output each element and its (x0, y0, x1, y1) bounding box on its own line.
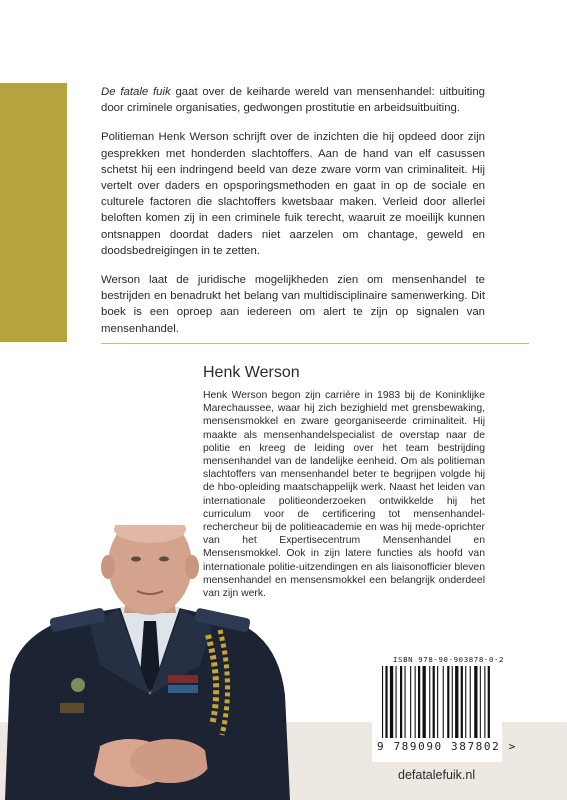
blurb-paragraph-2: Politieman Henk Werson schrijft over de inzichten die hij opdeed door zijn gesprekken met honderden slachtoffers. Aan de hand van elf casussen schetst hij een indringend beeld van deze zware vorm van criminaliteit. Hij vertelt over daders en opsporingsmethoden en gaat in op de sociale en culturele factoren die slachtoffers kwetsbaar maken. Verleid door allerlei beloften komen zij in een criminele fuik terecht, waaruit ze moeilijk kunnen ontsnappen doordat daders niet aarzelen om chantage, geweld en doodsbedreigingen in te zetten. (101, 131, 485, 257)
back-cover-blurb (101, 84, 485, 350)
blurb-paragraph-3: Werson laat de juridische mogelijkheden zien om mensenhandel te bestrijden en benadrukt het belang van multidisciplinaire samenwerking. Dit boek is een oproep aan iedereen om alert te zijn op signalen van mensenhandel. (101, 274, 485, 335)
olive-accent-bar (0, 83, 67, 342)
isbn-digits: 9 789090 387802 > (377, 740, 517, 753)
section-divider (101, 343, 529, 344)
author-bio: Henk Werson begon zijn carrière in 1983 bij de Koninklijke Marechaussee, waar hij zich bezighield met grensbewaking, mensensmokkel en zware georganiseerde criminaliteit. Hij maakte als mensenhandelspecialist de overstap naar de politie en kreeg de leiding over het team bestrijding mensenhandel van de landelijke eenheid. Om als politieman slachtoffers van mensenhandel beter te begrijpen volgde hij de hbo-opleiding maatschappelijk werk. Naast het leiden van internationale politieonderzoeken ontwikkelde hij het curriculum voor de certificering tot mensenhandel-rechercheur bij de politieacademie en was hij mede-oprichter van het Expertisecentrum Mensenhandel en Mensensmokkel. Ook in zijn latere functies als hoofd van internationale politie-uitzendingen en als liaisonofficier bleven mensenhandel en mensensmokkel een belangrijk onderdeel van zijn werk. (203, 390, 485, 600)
website-url: defatalefuik.nl (398, 768, 476, 782)
author-name: Henk Werson (203, 364, 300, 381)
isbn-label: ISBN 978-90-903878-0-2 (393, 655, 505, 664)
barcode-icon (380, 666, 496, 738)
author-portrait (0, 525, 330, 800)
book-title: De fatale fuik (101, 86, 171, 98)
blurb-paragraph-1: De fatale fuik gaat over de keiharde wereld van mensenhandel: uitbuiting door criminele organisaties, gedwongen prostitutie en arbeidsuitbuiting. (101, 86, 485, 115)
